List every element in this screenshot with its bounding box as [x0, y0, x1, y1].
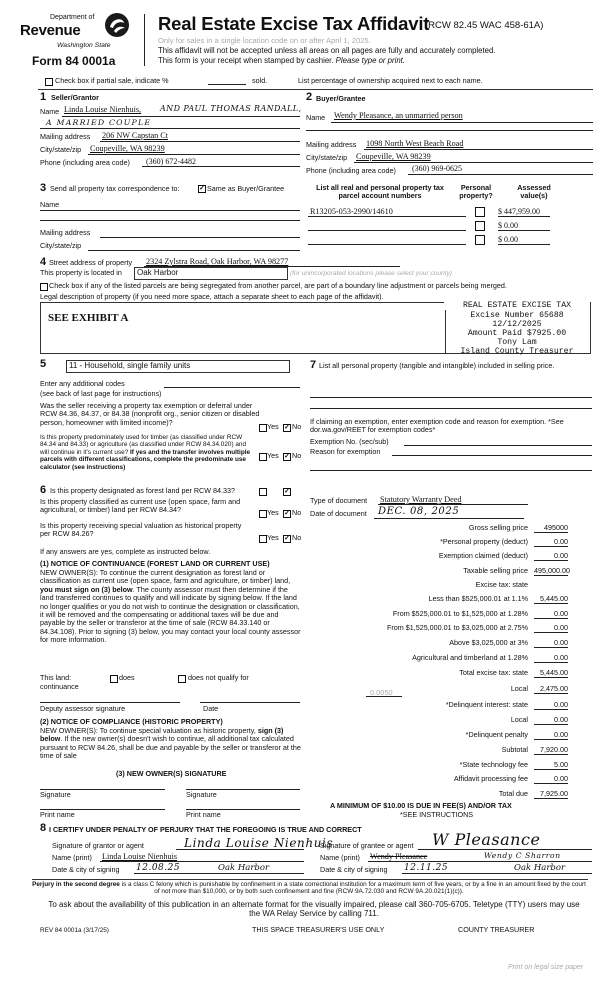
deputy-date-line[interactable]: [200, 702, 300, 703]
assessed-value[interactable]: $ 0.00: [498, 221, 550, 231]
tax-row-value[interactable]: 0.00: [534, 538, 568, 547]
certify-statement: I CERTIFY UNDER PENALTY OF PERJURY THAT THE FOREGOING IS TRUE AND CORRECT: [49, 825, 362, 834]
see-back-note: (see back of last page for instructions): [40, 389, 162, 398]
no-label: No: [292, 451, 302, 460]
seller-name-line: [62, 116, 300, 117]
tax-row-value[interactable]: 0.00: [534, 610, 568, 619]
buyer-heading: Buyer/Grantee: [316, 94, 366, 103]
print-name-label: Print name: [40, 810, 75, 819]
buyer-phone-line: [408, 174, 593, 175]
personal-property-checkbox[interactable]: [475, 221, 485, 231]
partial-percent-field[interactable]: [208, 84, 246, 85]
grantee-date-city-label: Date & city of signing: [320, 865, 388, 874]
corr-name-label: Name: [40, 200, 60, 209]
buyer-phone-label: Phone (including area code): [306, 166, 396, 175]
tax-row-value[interactable]: 0.00: [534, 731, 568, 740]
grantee-name-value[interactable]: Wendy Pleasance: [370, 852, 428, 861]
tax-row-label: Local: [510, 715, 528, 724]
document-type-label: Type of document: [310, 496, 368, 505]
parcel-column-header: List all real and personal property tax parcel account numbers: [316, 183, 444, 201]
parcel-number[interactable]: R13205-053-2990/14610: [310, 207, 393, 216]
seller-mailing-line: [100, 141, 300, 142]
section-1-number: 1: [40, 91, 47, 103]
document-type-value[interactable]: Statutory Warranty Deed: [380, 495, 462, 504]
legal-description-label: Legal description of property (if you need more space, attach a separate sheet to each page of the affidavit).: [40, 292, 384, 301]
tax-row-label: Exemption claimed (deduct): [438, 551, 528, 560]
buyer-city-label: City/state/zip: [306, 153, 348, 162]
tax-row-label: Affidavit processing fee: [453, 774, 528, 783]
assessed-value[interactable]: $ 447,959.00: [498, 207, 550, 217]
tax-row-value[interactable]: 0.00: [534, 716, 568, 725]
grantee-signature-label: Signature of grantee or agent: [320, 841, 414, 850]
exemption-claim-label: If claiming an exemption, enter exemption code and reason for exemption. *See dor.wa.gov/REET for exemption codes*: [310, 417, 564, 435]
state-line: Washington State: [57, 42, 111, 49]
seller-mailing-value[interactable]: 206 NW Capstan Ct: [102, 131, 169, 140]
tax-row-label: Local: [510, 684, 528, 693]
deputy-date-label: Date: [203, 704, 219, 713]
new-owner-print-line[interactable]: [40, 809, 165, 810]
grantor-city[interactable]: Oak Harbor: [218, 863, 270, 873]
assessed-value-column-header: Assessed value(s): [517, 183, 551, 201]
historic-no-checkbox[interactable]: ✓: [284, 535, 290, 542]
current-use-no-checkbox[interactable]: ✓: [284, 510, 290, 517]
corr-city-line[interactable]: [88, 250, 300, 251]
revenue-swirl-icon: [104, 12, 130, 38]
seller-phone-line: [142, 166, 300, 167]
buyer-mailing-label: Mailing address: [306, 140, 357, 149]
timber-no-checkbox[interactable]: ✓: [284, 453, 290, 460]
seller-name-label: Name: [40, 107, 60, 116]
yes-label: Yes: [267, 533, 279, 542]
tax-row-label: Taxable selling price: [463, 566, 528, 575]
grantor-signature-label: Signature of grantor or agent: [52, 841, 144, 850]
personal-property-list-label: List all personal property (tangible and intangible) included in selling price.: [319, 361, 555, 370]
forest-yes-checkbox[interactable]: [259, 488, 267, 496]
tax-row-value[interactable]: 0.00: [534, 775, 568, 784]
buyer-phone-value[interactable]: (360) 969-0625: [412, 164, 462, 173]
stamp-line: 12/12/2025: [492, 320, 542, 329]
tax-row-value[interactable]: 0.00: [534, 654, 568, 663]
buyer-name-value[interactable]: Wendy Pleasance, an unmarried person: [334, 111, 463, 120]
grantee-name-line: [368, 861, 592, 862]
seller-phone-label: Phone (including area code): [40, 158, 130, 167]
seller-city-label: City/state/zip: [40, 145, 82, 154]
timber-yes-checkbox[interactable]: [259, 453, 267, 461]
tax-row-value[interactable]: 5,445.00: [534, 595, 568, 604]
treasurer-space-label: THIS SPACE TREASURER'S USE ONLY: [252, 925, 385, 934]
tax-row-label: Less than $525,000.01 at 1.1%: [428, 594, 528, 603]
tax-row-label: Total due: [498, 789, 528, 798]
seller-mailing-label: Mailing address: [40, 132, 91, 141]
exemption-reason-line-2[interactable]: [310, 470, 592, 471]
tax-row-value[interactable]: 495,000.00: [534, 566, 570, 575]
located-select[interactable]: Oak Harbor: [134, 267, 288, 280]
stamp-line: Tony Lam: [497, 338, 537, 347]
corr-name-line[interactable]: [40, 210, 300, 211]
no-label: No: [292, 508, 302, 517]
personal-property-line[interactable]: [310, 408, 592, 409]
yes-label: Yes: [267, 422, 279, 431]
buyer-mailing-value[interactable]: 1098 North West Beach Road: [366, 139, 464, 148]
parcel-line[interactable]: [308, 244, 466, 245]
grantor-name-line: [100, 861, 304, 862]
seller-name-value[interactable]: Linda Louise Nienhuis,: [64, 105, 142, 114]
tax-row-label: Above $3,025,000 at 3%: [449, 638, 528, 647]
does-label: does: [119, 673, 135, 682]
header-divider: [144, 14, 145, 66]
corr-mailing-line[interactable]: [100, 237, 300, 238]
deputy-signature-label: Deputy assessor signature: [40, 704, 126, 713]
exemption-reason-label: Reason for exemption: [310, 447, 381, 456]
alternate-format-notice: To ask about the availability of this publication in an alternate format for the visually impaired, please call 360-705-6705. Teletype (TTY) users may use the WA Relay Service by calling 711.: [48, 900, 580, 919]
forest-question: Is this property designated as forest land per RCW 84.33?: [50, 486, 235, 495]
tax-row-value[interactable]: 7,925.00: [534, 790, 568, 799]
signature-label: Signature: [186, 790, 217, 799]
tax-row-label: *Delinquent penalty: [465, 730, 528, 739]
citation: (RCW 82.45 WAC 458-61A): [425, 20, 544, 31]
revision-code: REV 84 0001a (3/17/25): [40, 927, 109, 934]
tax-row-value[interactable]: 0.00: [534, 639, 568, 648]
located-label: This property is located in: [40, 268, 122, 277]
corr-name-line-2[interactable]: [40, 220, 300, 221]
document-type-line: [378, 504, 528, 505]
yes-label: Yes: [267, 451, 279, 460]
grantee-signature-line: [418, 849, 592, 850]
notice-line-2: This form is your receipt when stamped by cashier. Please type or print.: [158, 56, 406, 65]
does-not-qualify-checkbox[interactable]: [178, 675, 186, 683]
tax-row-label: Gross selling price: [468, 523, 528, 532]
see-instructions: *SEE INSTRUCTIONS: [400, 810, 474, 819]
new-owner-print-line[interactable]: [186, 809, 300, 810]
grantor-date[interactable]: 12.08.25: [136, 863, 181, 873]
notice-continuance-title: (1) NOTICE OF CONTINUANCE (FOREST LAND OR CURRENT USE): [40, 559, 270, 568]
divider: [38, 89, 593, 90]
form-number: Form 84 0001a: [32, 54, 116, 68]
tax-row-value[interactable]: 0.00: [534, 624, 568, 633]
if-yes-note: If any answers are yes, complete as instructed below.: [40, 547, 211, 556]
deputy-signature-line[interactable]: [40, 702, 180, 703]
new-owner-signature-heading: (3) NEW OWNER(S) SIGNATURE: [116, 769, 227, 778]
section-6-number: 6: [40, 484, 47, 496]
yes-label: Yes: [267, 508, 279, 517]
located-hint: (for unincorporated locations please select your county): [290, 270, 453, 277]
exemption-no-checkbox[interactable]: ✓: [284, 424, 290, 431]
additional-codes-line[interactable]: [164, 387, 300, 388]
tax-row-label: From $525,000.01 to $1,525,000 at 1.28%: [392, 609, 528, 618]
grantee-city[interactable]: Oak Harbor: [514, 863, 566, 873]
grantee-name-handwritten: Wendy C Sharron: [484, 851, 561, 860]
tax-row-value[interactable]: 5.00: [534, 761, 568, 770]
does-qualify-checkbox[interactable]: [110, 675, 118, 683]
personal-property-column-header: Personal property?: [459, 183, 493, 201]
signature-label: Signature: [40, 790, 71, 799]
tax-row-value[interactable]: 0.00: [534, 701, 568, 710]
seller-name-line-2: [40, 128, 300, 129]
seller-heading: Seller/Grantor: [51, 93, 99, 102]
correspondence-label: Send all property tax correspondence to:: [50, 184, 180, 193]
grantor-name-label: Name (print): [52, 853, 92, 862]
buyer-city-value[interactable]: Coupeville, WA 98239: [356, 152, 431, 161]
buyer-name-label: Name: [306, 113, 326, 122]
same-as-buyer-label: Same as Buyer/Grantee: [207, 184, 285, 193]
partial-sale-checkbox[interactable]: [45, 78, 53, 86]
segregated-checkbox[interactable]: [40, 283, 48, 291]
continuance-label: continuance: [40, 682, 79, 691]
assessed-value[interactable]: $ 0.00: [498, 235, 550, 245]
local-rate-line: [366, 696, 402, 697]
tax-row-label: *Personal property (deduct): [440, 537, 528, 546]
seller-city-line: [88, 154, 300, 155]
document-date-line: [374, 518, 524, 519]
grantor-signature-line: [176, 849, 304, 850]
notice-line-1: This affidavit will not be accepted unless all areas on all pages are fully and accurately completed.: [158, 46, 496, 55]
grantor-date-line: [134, 873, 304, 874]
does-not-label: does not qualify for: [188, 673, 249, 682]
tax-row-label: *Delinquent interest: state: [445, 700, 528, 709]
partial-sale-label: Check box if partial sale, indicate %: [55, 76, 169, 85]
section-7-number: 7: [310, 359, 317, 371]
exemption-number-line[interactable]: [404, 445, 592, 446]
exemption-question: Was the seller receiving a property tax exemption or deferral under RCW 84.36, 84.37, or 84.38 (nonprofit org., senior citizen or disabled person, homeowner with limited income)?: [40, 401, 260, 427]
new-owner-signature-line[interactable]: [40, 789, 165, 790]
parcel-line[interactable]: [308, 230, 466, 231]
parcel-line: [308, 216, 466, 217]
stamp-line: Excise Number 65688: [470, 311, 564, 320]
grantee-date[interactable]: 12.11.25: [404, 863, 449, 873]
tax-row-value[interactable]: 0.00: [534, 552, 568, 561]
current-use-question: Is this property classified as current use (open space, farm and agricultural, or timber) land per RCW 84.34?: [40, 497, 241, 515]
county-treasurer-label: COUNTY TREASURER: [458, 925, 535, 934]
street-label: Street address of property: [49, 258, 133, 267]
legal-description-box[interactable]: [40, 302, 446, 354]
page-title: Real Estate Excise Tax Affidavit: [158, 13, 430, 34]
legal-description-value: SEE EXHIBIT A: [48, 312, 129, 324]
additional-codes-label: Enter any additional codes: [40, 379, 125, 388]
historic-yes-checkbox[interactable]: [259, 535, 267, 543]
personal-property-checkbox[interactable]: [475, 235, 485, 245]
timber-question: Is this property predominately used for timber (as classified under RCW 84.34 and 84.33) or agriculture (as classified under RCW 84.34.020) and will continue in it's current use? If yes and the transfer involves multiple parcels with different classifications, complete the predominate use calculator (see instructions): [40, 434, 251, 471]
grantor-date-city-label: Date & city of signing: [52, 865, 120, 874]
tax-row-label: Subtotal: [501, 745, 528, 754]
section-4-number: 4: [40, 256, 47, 268]
seller-name-handwritten-2: A MARRIED COUPLE: [46, 118, 152, 127]
print-name-label: Print name: [186, 810, 221, 819]
buyer-name-line-2: [306, 130, 593, 131]
notice-continuance-text: NEW OWNER(S): To continue the current designation as forest land or classification as current use (open space, farm and agriculture, or timber) land, you must sign on (3) below. The county assessor must then determine if the land transferred continues to qualify and will indicate by signing below. If the land no longer qualifies or you do not wish to continue the designation or classification, it will be removed and the compensating or additional taxes will be due and payable by the seller or transferor at the time of sale (RCW 84.33.140 or 84.34.108). Prior to signing (3) below, you may contact your local county assessor for more information.: [40, 568, 301, 645]
section-5-number: 5: [40, 358, 47, 370]
section-8-number: 8: [40, 822, 47, 834]
ownership-note: List percentage of ownership acquired next to each name.: [298, 76, 483, 85]
current-use-yes-checkbox[interactable]: [259, 510, 267, 518]
minimum-due-notice: A MINIMUM OF $10.00 IS DUE IN FEE(S) AND/OR TAX: [330, 801, 512, 810]
grantee-signature[interactable]: W Pleasance: [432, 830, 541, 849]
stamp-line: Amount Paid $7925.00: [467, 329, 567, 338]
seller-name-handwritten: AND PAUL THOMAS RANDALL,: [160, 104, 302, 113]
corr-city-label: City/state/zip: [40, 241, 82, 250]
tax-row-value[interactable]: 495000: [534, 524, 568, 533]
tax-row-label: Total excise tax: state: [459, 668, 528, 677]
no-label: No: [292, 533, 302, 542]
corr-mailing-label: Mailing address: [40, 228, 91, 237]
tax-row-label: From $1,525,000.01 to $3,025,000 at 2.75%: [386, 623, 528, 632]
historic-question: Is this property receiving special valuation as historical property per RCW 84.26?: [40, 521, 242, 539]
footer-divider: [32, 879, 588, 880]
tax-row-value[interactable]: 2,475.00: [534, 685, 568, 694]
tax-row-label: Agricultural and timberland at 1.28%: [412, 653, 528, 662]
grantee-name-label: Name (print): [320, 853, 360, 862]
new-owner-signature-line[interactable]: [186, 789, 300, 790]
legal-size-note: Print on legal size paper: [508, 964, 584, 971]
same-as-buyer-checkbox[interactable]: ✓: [199, 185, 205, 192]
land-use-code-select[interactable]: 11 - Household, single family units: [66, 360, 290, 373]
dept-line: Department of: [50, 14, 95, 21]
forest-no-checkbox[interactable]: ✓: [284, 488, 290, 495]
tax-row-value[interactable]: 7,920.00: [534, 746, 568, 755]
grantor-name-value[interactable]: Linda Louise Nienhuis: [102, 852, 178, 861]
stamp-line: REAL ESTATE EXCISE TAX: [444, 301, 590, 310]
revenue-wordmark: Revenue: [20, 22, 81, 39]
stamp-line: Island County Treasurer: [460, 347, 574, 356]
personal-property-checkbox[interactable]: [475, 207, 485, 217]
section-2-number: 2: [306, 91, 313, 103]
seller-phone-value[interactable]: (360) 672-4482: [146, 157, 196, 166]
personal-property-line[interactable]: [310, 397, 592, 398]
local-rate-value: 0.0050: [370, 688, 393, 697]
street-value[interactable]: 2324 Zylstra Road, Oak Harbor, WA 98277: [146, 257, 289, 266]
seller-city-value[interactable]: Coupeville, WA 98239: [90, 144, 165, 153]
tax-row-label: Excise tax: state: [475, 580, 528, 589]
grantor-signature[interactable]: Linda Louise Nienhuis: [184, 836, 334, 850]
notice-gray: Only for sales in a single location code on or after April 1, 2025.: [158, 36, 371, 45]
perjury-notice: Perjury in the second degree is a class C felony which is punishable by confinement in a state correctional institution for a maximum term of five years, or by a fine in an amount fixed by the court of not more than $10,000, or by both such confinement and fine (RCW 9A.72.030 and RCW 9A.20.021(1)(c)).: [32, 881, 586, 896]
exemption-number-label: Exemption No. (sec/sub): [310, 437, 389, 446]
document-date-label: Date of document: [310, 509, 367, 518]
exemption-reason-line[interactable]: [392, 455, 592, 456]
grantee-date-line: [402, 873, 592, 874]
partial-sold-label: sold.: [252, 76, 268, 85]
tax-row-label: *State technology fee: [459, 760, 528, 769]
buyer-mailing-line: [364, 149, 593, 150]
segregated-label: Check box if any of the listed parcels are being segregated from another parcel, are part of a boundary line adjustment or parcels being merged.: [49, 281, 507, 290]
document-date-value[interactable]: DEC. 08, 2025: [378, 506, 460, 517]
notice-compliance-text: NEW OWNER(S): To continue special valuation as historic property, sign (3) below. If the new owner(s) doesn't wish to continue, all additional tax calculated pursuant to RCW 84.26, shall be due and payable by the seller or transferor at the time of sale: [40, 726, 301, 761]
exemption-yes-checkbox[interactable]: [259, 424, 267, 432]
buyer-city-line: [354, 162, 593, 163]
notice-compliance-title: (2) NOTICE OF COMPLIANCE (HISTORIC PROPERTY): [40, 717, 223, 726]
no-label: No: [292, 422, 302, 431]
tax-row-value[interactable]: 5,445.00: [534, 669, 568, 678]
this-land-label: This land:: [40, 673, 72, 682]
section-3-number: 3: [40, 182, 47, 194]
buyer-name-line: [331, 122, 593, 123]
